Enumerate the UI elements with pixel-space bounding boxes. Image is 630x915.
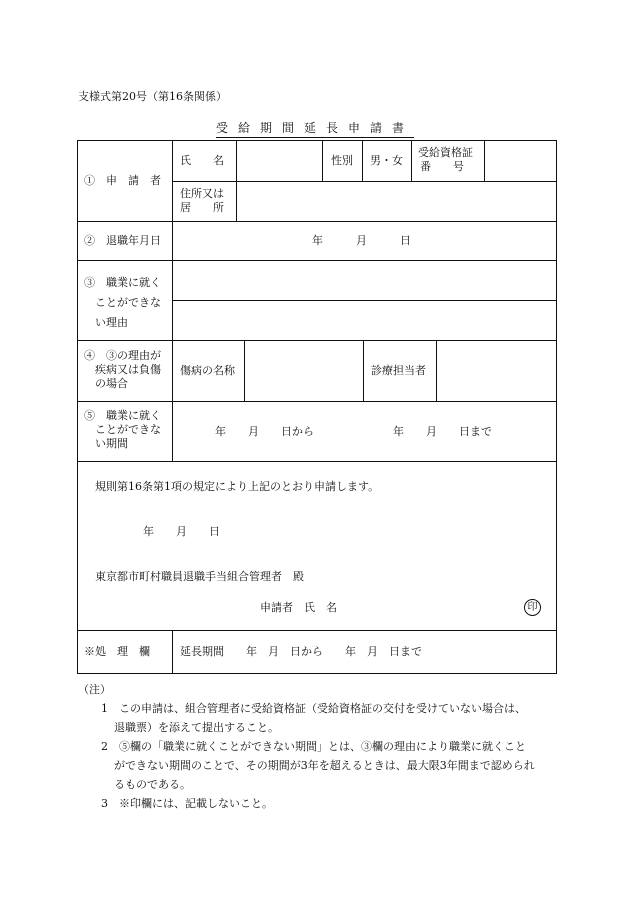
- rule-before-processing: [77, 630, 557, 631]
- retire-date-value[interactable]: 年 月 日: [312, 234, 411, 247]
- processing-label: ※処 理 欄: [84, 645, 150, 658]
- address-label-line2: 居 所: [180, 201, 224, 214]
- illness-label-line3: の場合: [95, 377, 128, 390]
- note-2-line3: るものである。: [114, 778, 191, 791]
- statement-text: 規則第16条第1項の規定により上記のとおり申請します。: [95, 480, 380, 493]
- note-1-line2: 退職票）を添えて提出すること。: [114, 721, 279, 734]
- rule-after-illness: [77, 401, 557, 402]
- period-label-line2: ことができな: [95, 423, 161, 436]
- rule-cert-left: [411, 140, 412, 181]
- address-field[interactable]: [237, 182, 555, 220]
- gender-options[interactable]: 男・女: [370, 154, 403, 167]
- period-label-line1: ⑤ 職業に就く: [84, 409, 161, 422]
- reason-label-line2: ことができな: [95, 296, 161, 309]
- doctor-label: 診療担当者: [371, 364, 426, 377]
- illness-label-line1: ④ ③の理由が: [84, 349, 161, 362]
- period-label-line3: い期間: [95, 437, 128, 450]
- gender-label: 性別: [331, 154, 353, 167]
- seal-mark: 印: [524, 599, 541, 616]
- period-to[interactable]: 年 月 日まで: [393, 425, 492, 438]
- cert-label-line1: 受給資格証: [418, 146, 473, 159]
- retire-date-label: ② 退職年月日: [84, 234, 161, 247]
- extension-period: 延長期間 年 月 日から 年 月 日まで: [180, 645, 422, 658]
- injury-name-label: 傷病の名称: [180, 364, 235, 377]
- reason-field-1[interactable]: [173, 261, 555, 299]
- reason-label-line1: ③ 職業に就く: [84, 276, 161, 289]
- note-3-line1: 3 ※印欄には、記載しないこと。: [101, 797, 273, 810]
- form-title-text: 受給期間延長申請書: [216, 119, 414, 138]
- statement-date[interactable]: 年 月 日: [143, 525, 220, 538]
- name-label: 氏 名: [180, 154, 224, 167]
- table-border-bottom: [77, 673, 557, 674]
- applicant-name-label: 申請者 氏 名: [260, 601, 337, 614]
- cert-label-line2: 番 号: [420, 160, 464, 173]
- cert-number-field[interactable]: [485, 141, 555, 180]
- applicant-label: ① 申 請 者: [84, 174, 161, 187]
- addressee-text: 東京都市町村職員退職手当組合管理者 殿: [95, 570, 304, 583]
- notes-heading: （注）: [78, 683, 111, 696]
- rule-gender-value-left: [362, 140, 363, 181]
- doctor-field[interactable]: [437, 341, 555, 400]
- form-title: [0, 119, 630, 138]
- note-2-line2: ができない期間のことで、その期間が3年を超えるときは、最大限3年間まで認められ: [114, 759, 535, 772]
- form-reference: 支様式第20号（第16条関係）: [78, 90, 227, 103]
- period-from[interactable]: 年 月 日から: [215, 425, 314, 438]
- note-2-line1: 2 ⑤欄の「職業に就くことができない期間」とは、③欄の理由により職業に就くこと: [101, 740, 526, 753]
- illness-label-line2: 疾病又は負傷: [95, 363, 161, 376]
- rule-after-applicant: [77, 221, 557, 222]
- rule-gender-left: [322, 140, 323, 181]
- address-label-line1: 住所又は: [180, 187, 224, 200]
- note-1-line1: 1 この申請は、組合管理者に受給資格証（受給資格証の交付を受けていない場合は、: [101, 702, 526, 715]
- reason-field-2[interactable]: [173, 301, 555, 339]
- rule-doctor-label-left: [363, 340, 364, 401]
- rule-processing-column: [172, 630, 173, 674]
- reason-label-line3: い理由: [95, 316, 128, 329]
- rule-after-period: [77, 461, 557, 462]
- injury-name-field[interactable]: [245, 341, 362, 400]
- name-field[interactable]: [237, 141, 321, 180]
